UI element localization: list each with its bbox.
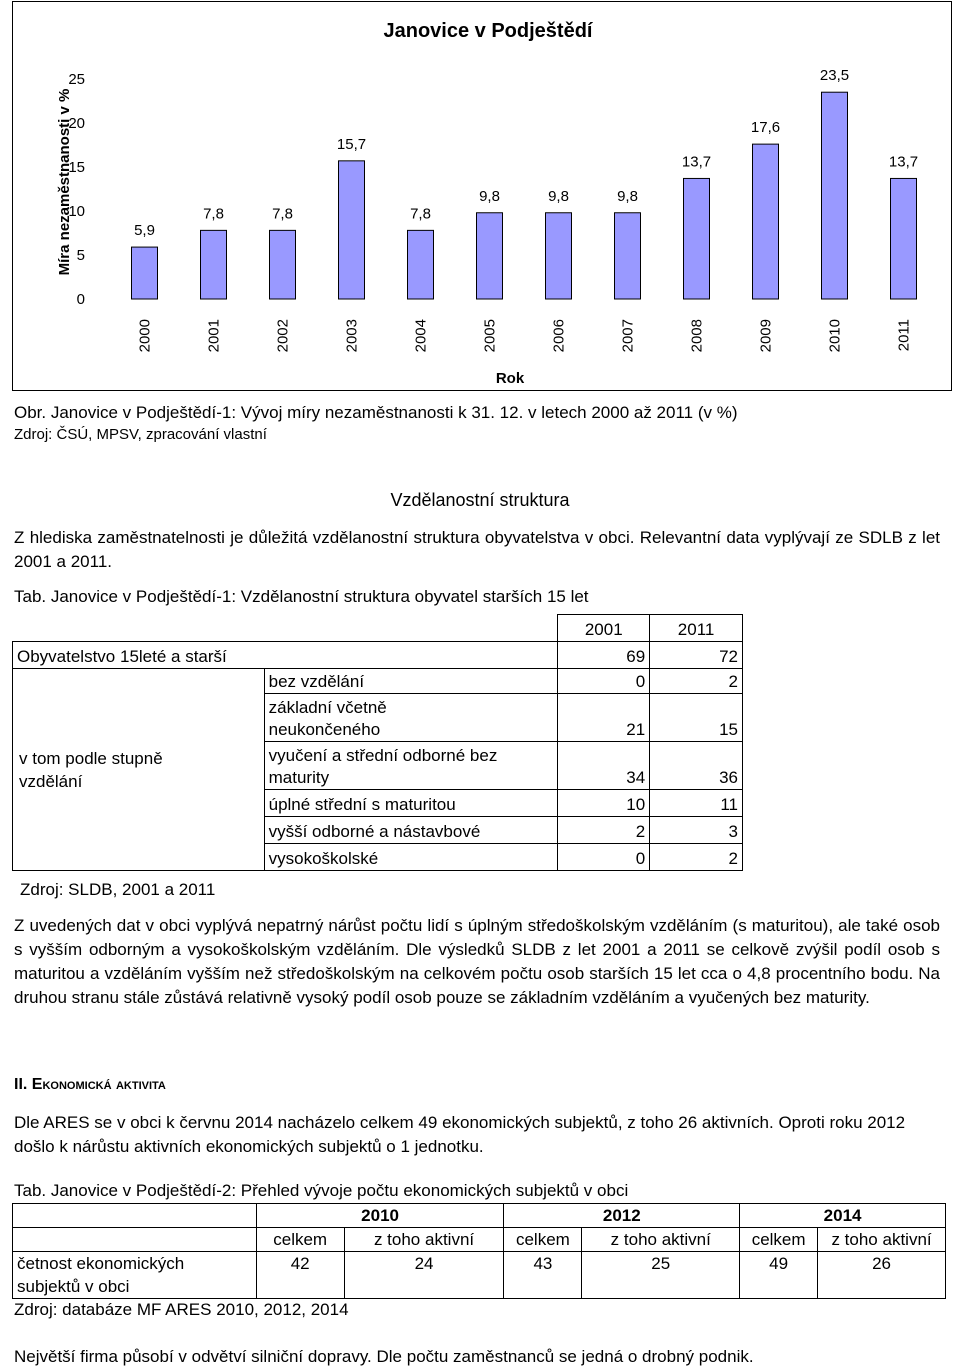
x-tick-label: 2005 — [481, 319, 499, 353]
x-tick-label: 2006 — [550, 319, 568, 353]
data-label: 9,8 — [548, 187, 569, 205]
data-label: 13,7 — [681, 153, 712, 171]
x-tick-label: 2002 — [274, 319, 292, 353]
bar — [684, 178, 710, 299]
data-label: 13,7 — [888, 153, 919, 171]
y-tick-label: 15 — [68, 159, 85, 176]
table2-year-2014: 2014 — [740, 1204, 946, 1228]
chart-title: Janovice v Podještědí — [383, 20, 593, 42]
y-tick-label: 10 — [68, 203, 85, 220]
figure-caption: Obr. Janovice v Podještědí-1: Vývoj míry nezaměstnanosti k 31. 12. v letech 2000 až 2011 (v %) — [14, 403, 738, 422]
table-row: v tom podle stupně vzdělání bez vzdělání 0 2 — [13, 669, 743, 694]
section-heading-economic: II. Ekonomická aktivita — [14, 1076, 166, 1093]
x-tick-label: 2004 — [412, 319, 430, 353]
bar — [891, 178, 917, 299]
chart-frame — [12, 1, 952, 391]
table-row: základní včetně neukončeného 21 15 — [13, 694, 743, 742]
data-label: 23,5 — [819, 67, 850, 85]
x-tick-label: 2001 — [205, 319, 223, 353]
bar — [339, 161, 365, 299]
bar — [270, 230, 296, 299]
x-tick-label: 2010 — [826, 319, 844, 353]
bar — [477, 213, 503, 299]
figure-source: Zdroj: ČSÚ, MPSV, zpracování vlastní — [14, 426, 267, 443]
table2-year-2012: 2012 — [504, 1204, 740, 1228]
x-tick-label: 2011 — [895, 319, 913, 352]
table2-caption: Tab. Janovice v Podještědí-2: Přehled vývoje počtu ekonomických subjektů v obci — [14, 1181, 629, 1200]
table1-group-label: v tom podle stupně vzdělání — [13, 669, 265, 871]
table2-year-2010: 2010 — [256, 1204, 504, 1228]
table-row: úplné střední s maturitou 10 11 — [13, 790, 743, 817]
x-tick-label: 2007 — [619, 319, 637, 353]
education-table — [12, 614, 743, 871]
bar — [408, 230, 434, 299]
data-label: 17,6 — [750, 119, 781, 137]
paragraph-education-analysis: Z uvedených dat v obci vyplývá nepatrný nárůst počtu lidí s úplným středoškolským vzděláním (s maturitou), ale také osob s vyšším odborným a vysokoškolským vzděláním. Dle výsledků SLDB z let 2001 a 2011 se celkově zvýšil podíl osob s maturitou a vzděláním vyšším než středoškolským na celkovém počtu osob starších 15 let cca o 4,8 procentního bodu. Na druhou stranu stále zůstává relativně vysoký podíl osob pouze se základním vzděláním a vyučených bez maturity. — [14, 916, 940, 1007]
paragraph-education-intro: Z hlediska zaměstnatelnosti je důležitá vzdělanostní struktura obyvatelstva v obci. Relevantní data vyplývají ze SDLB z let 2001 a 2011. — [14, 528, 940, 571]
data-label: 9,8 — [479, 187, 500, 205]
y-tick-label: 25 — [68, 71, 85, 88]
economic-subjects-table: 2010 2012 2014 celkem z toho aktivní celkem z toho aktivní celkem z toho aktivní četnost ekonomických subjektů v obci 42 24 43 25 49 26 — [12, 1203, 946, 1299]
table-row: četnost ekonomických subjektů v obci 42 24 43 25 49 26 — [13, 1252, 946, 1299]
bar — [753, 144, 779, 299]
bar — [615, 213, 641, 299]
data-label: 7,8 — [272, 205, 293, 223]
bar — [201, 230, 227, 299]
table1-total-2011: 72 — [650, 642, 743, 669]
bar — [132, 247, 158, 299]
y-tick-label: 0 — [76, 291, 85, 308]
data-label: 7,8 — [203, 205, 224, 223]
bar — [822, 92, 848, 299]
x-tick-label: 2009 — [757, 319, 775, 353]
data-label: 9,8 — [617, 187, 638, 205]
data-label: 5,9 — [134, 222, 155, 240]
y-tick-label: 20 — [68, 115, 85, 132]
table-row: vysokoškolské 0 2 — [13, 844, 743, 871]
data-label: 15,7 — [336, 135, 367, 153]
table1-header-2011: 2011 — [650, 615, 743, 642]
table-row: vyučení a střední odborné bez maturity 34 36 — [13, 742, 743, 790]
table-row: vyšší odborné a nástavbové 2 3 — [13, 817, 743, 844]
y-tick-label: 5 — [76, 247, 85, 264]
table1-header-2001: 2001 — [558, 615, 650, 642]
data-label: 7,8 — [410, 205, 431, 223]
paragraph-largest-firm: Největší firma působí v odvětví silniční dopravy. Dle počtu zaměstnanců se jedná o drobný podnik. — [14, 1347, 754, 1366]
unemployment-chart — [13, 2, 951, 390]
section-heading-education: Vzdělanostní struktura — [390, 490, 570, 510]
x-tick-label: 2000 — [136, 319, 154, 353]
x-axis-label: Rok — [495, 370, 525, 387]
table1-source: Zdroj: SLDB, 2001 a 2011 — [20, 880, 216, 899]
table2-row-label: četnost ekonomických subjektů v obci — [13, 1252, 257, 1299]
table1-total-label: Obyvatelstvo 15leté a starší — [13, 642, 558, 669]
x-tick-label: 2008 — [688, 319, 706, 353]
table1-caption: Tab. Janovice v Podještědí-1: Vzdělanostní struktura obyvatel starších 15 let — [14, 587, 589, 606]
table1-total-2001: 69 — [558, 642, 650, 669]
table2-source: Zdroj: databáze MF ARES 2010, 2012, 2014 — [14, 1300, 349, 1319]
x-tick-label: 2003 — [343, 319, 361, 353]
y-axis-label: Míra nezaměstnanosti v % — [56, 88, 73, 276]
paragraph-economic-intro: Dle ARES se v obci k červnu 2014 nacházelo celkem 49 ekonomických subjektů, z toho 26 aktivních. Oproti roku 2012 došlo k nárůstu aktivních ekonomických subjektů o 1 jednotku. — [14, 1113, 906, 1156]
bar — [546, 213, 572, 299]
